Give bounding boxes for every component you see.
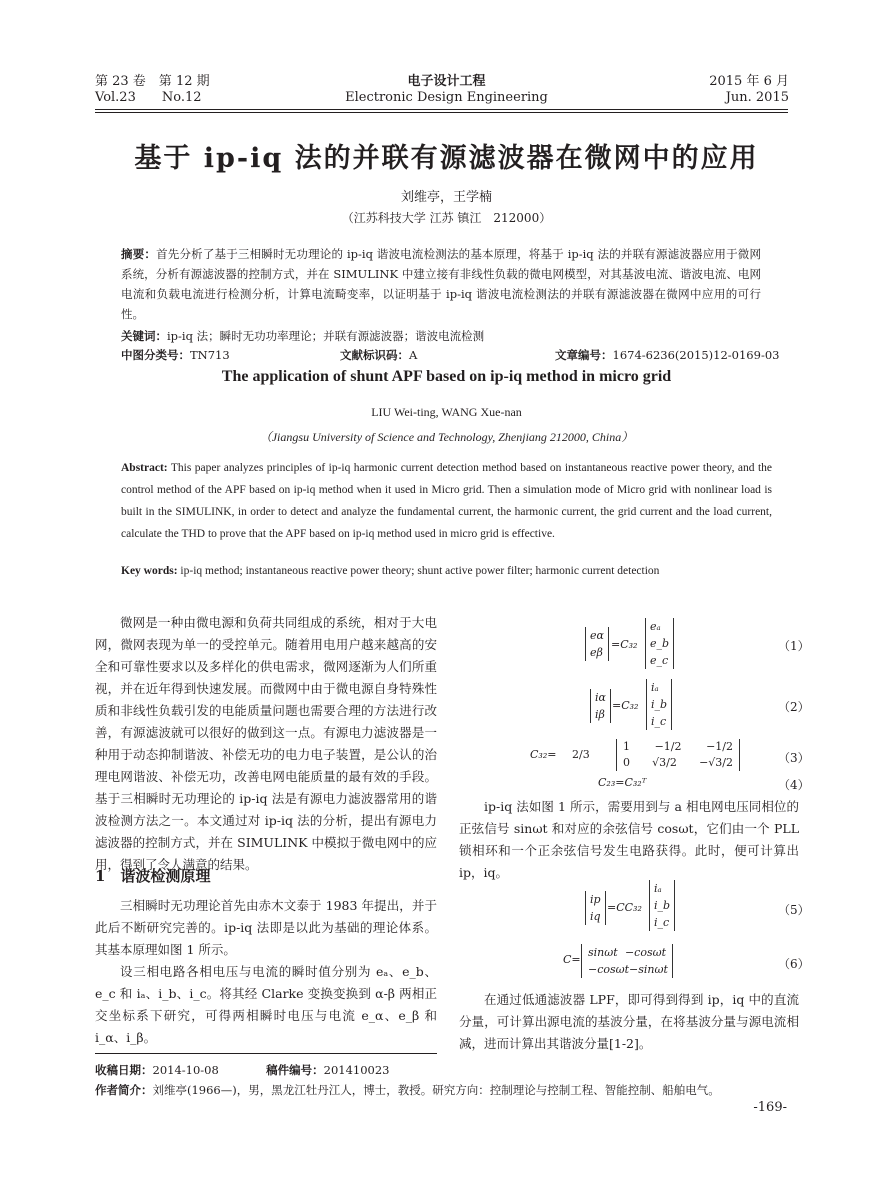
clc-value: TN713 <box>190 348 230 362</box>
equation-5 <box>585 880 755 936</box>
eq2-lhs-1: iβ <box>595 708 605 721</box>
equation-2 <box>590 679 760 733</box>
affiliation-en <box>0 428 893 445</box>
author-bio <box>95 1082 795 1098</box>
eq-number-5: （5） <box>778 903 810 917</box>
eq6-r2c1: −cosωt <box>588 963 630 976</box>
eq5-mid: =CC₃₂ <box>607 901 642 914</box>
eq-number-3: （3） <box>778 751 810 765</box>
eq6-r1c2: −cosωt <box>624 946 666 959</box>
affiliation-cn: （江苏科技大学 江苏 镇江 212000） <box>341 211 552 225</box>
date-cn: 2015 年 6 月 <box>709 74 789 89</box>
eq1-mid: =C₃₂ <box>611 638 638 651</box>
volume-cn: 第 23 卷 第 12 期 <box>95 74 210 89</box>
section-heading-1: 1 谐波检测原理 <box>95 867 211 885</box>
eq6-lhs: C= <box>563 953 581 966</box>
eq3-r2c1: 0 <box>623 756 630 769</box>
intro-paragraph <box>95 612 437 876</box>
eq3-r2c2: √3/2 <box>652 756 677 769</box>
eq-number-2: （2） <box>778 700 810 714</box>
section-1-body <box>95 895 437 1049</box>
eq5-rhs-1: i_b <box>654 899 671 912</box>
intro-text: 微网是一种由微电源和负荷共同组成的系统，相对于大电网，微网表现为单一的受控单元。随着用电用户越来越高的安全和可靠性要求以及多样化的供电需求，微网逐渐为人们所重视，并在近年得到快速发展。而微网中由于微电源自身特殊性质和非线性负载引发的电能质量问题也需要合理的方法进行改善，有源滤波就可以很好的做到这一点。有源电力滤波器是一种用于动态抑制谐波、补偿无功的电力电子装置，是公认的治理电网谐波、补偿无功，改善电网电能质量的最有效的手段。基于三相瞬时无功理论的 ip-iq 法是有源电力滤波器常用的谐波检测方法之一。本文通过对 ip-iq 法的分析，提出有源电力滤波器的控制方式，并在 SIMULINK 中模拟于微电网中的应用，得到了令人满意的结果。 <box>95 615 437 872</box>
document-code <box>340 347 417 363</box>
eq1-lhs-0: eα <box>590 629 604 642</box>
keywords-en-text: ip-iq method; instantaneous reactive power theory; shunt active power filter; harmonic current detection <box>180 565 660 577</box>
keywords-en <box>121 565 772 577</box>
doc-code-value: A <box>409 348 418 362</box>
page-title: 基于 ip-iq 法的并联有源滤波器在微网中的应用 <box>134 143 759 174</box>
eq1-rhs-0: eₐ <box>650 620 661 633</box>
eq2-lhs-0: iα <box>595 691 606 704</box>
abstract-en-label: Abstract: <box>121 462 168 474</box>
eq3-r1c3: −1/2 <box>706 740 733 753</box>
eq2-mid: =C₃₂ <box>612 699 639 712</box>
title-en: The application of shunt APF based on ip-iq method in micro grid <box>221 368 672 385</box>
keywords-cn <box>121 327 761 345</box>
equation-3 <box>530 739 760 773</box>
equation-1 <box>585 618 755 670</box>
header-rule-2 <box>95 112 788 113</box>
journal-name-en: Electronic Design Engineering <box>345 90 548 105</box>
authors-cn: 刘维亭，王学楠 <box>400 190 492 205</box>
received-info <box>95 1062 389 1078</box>
volume-en: Vol.23 No.12 <box>95 90 202 105</box>
affiliation-en-text: （Jiangsu University of Science and Technology, Zhenjiang 212000, China） <box>259 430 634 444</box>
page-number: -169- <box>753 1100 787 1115</box>
clc-number <box>121 347 230 363</box>
keywords-en-label: Key words: <box>121 565 178 577</box>
eq3-r1c1: 1 <box>623 740 630 753</box>
eq3-r2c3: −√3/2 <box>699 756 733 769</box>
eq3-lhs: C₃₂= <box>530 748 557 761</box>
journal-name-cn: 电子设计工程 <box>407 74 486 89</box>
eq5-rhs-0: iₐ <box>654 882 662 895</box>
received-label: 收稿日期： <box>95 1063 153 1077</box>
article-no-label: 文章编号： <box>555 348 613 362</box>
keywords-cn-label: 关键词： <box>121 329 167 343</box>
eq1-rhs-1: e_b <box>650 637 670 650</box>
eq2-rhs-1: i_b <box>651 698 668 711</box>
eq5-lhs-0: ip <box>590 893 601 906</box>
equation-4: C₂₃=C₃₂ᵀ <box>598 776 647 789</box>
bio-label: 作者简介： <box>95 1083 153 1097</box>
keywords-cn-text: ip-iq 法；瞬时无功功率理论；并联有源滤波器；谐波电流检测 <box>167 329 485 343</box>
section-1-para-1: 三相瞬时无功理论首先由赤木文泰于 1983 年提出，并于此后不断研究完善的。ip-iq 法即是以此为基础的理论体系。其基本原理如图 1 所示。 <box>95 898 437 957</box>
eq2-rhs-2: i_c <box>651 715 667 728</box>
eq-number-1: （1） <box>778 639 810 653</box>
abstract-en-text: This paper analyzes principles of ip-iq harmonic current detection method based on instantaneous reactive power theory, and the control method of the APF based on ip-iq method when it used in Micro grid. Then a simulation mode of Micro grid with nonlinear load is built in the SIMULINK, in order to detect and analyze the fundamental current, the harmonic current, the grid current and the load current, calculate the THD to prove that the APF based on ip-iq method used in micro grid is effective. <box>121 462 772 540</box>
eq5-lhs-1: iq <box>590 910 601 923</box>
clc-label: 中图分类号： <box>121 348 190 362</box>
eq1-lhs-1: eβ <box>590 646 603 659</box>
eq1-rhs-2: e_c <box>650 654 669 667</box>
date-en: Jun. 2015 <box>725 90 789 105</box>
abstract-cn <box>121 244 761 324</box>
section-1-para-2: 设三相电路各相电压与电流的瞬时值分别为 eₐ、e_b、e_c 和 iₐ、i_b、i_c。将其经 Clarke 变换变换到 α-β 两相正交坐标系下研究，可得两相瞬时电压与电流 e_α、e_β 和 i_α、i_β。 <box>95 964 437 1045</box>
eq5-rhs-2: i_c <box>654 916 670 929</box>
footer-rule <box>95 1053 437 1054</box>
journal-date <box>709 74 789 106</box>
abstract-cn-text: 首先分析了基于三相瞬时无功理论的 ip-iq 谐波电流检测法的基本原理，将基于 ip-iq 法的并联有源滤波器应用于微网系统，分析有源滤波器的控制方式，并在 SIMULINK 中建立接有非线性负载的微电网模型，对其基波电流、谐波电流、电网电流和负载电流进行检测分析，计算电流畸变率，以证明基于 ip-iq 谐波电流检测法的并联有源滤波器在微网中应用的可行性。 <box>121 247 762 321</box>
doc-code-label: 文献标识码： <box>340 348 409 362</box>
bio-text: 刘维亭(1966—)，男，黑龙江牡丹江人，博士，教授。研究方向：控制理论与控制工程、智能控制、船舶电气。 <box>152 1083 720 1097</box>
authors-en: LIU Wei-ting, WANG Xue-nan <box>371 405 522 419</box>
eq-number-4: （4） <box>778 778 810 792</box>
right-para-2 <box>459 989 799 1055</box>
right-para-1-text: ip-iq 法如图 1 所示，需要用到与 a 相电网电压同相位的正弦信号 sinωt 和对应的余弦信号 cosωt，它们由一个 PLL 锁相环和一个正余弦信号发生电路获得。此时，便可计算出 ip，iq。 <box>459 799 799 880</box>
ms-label: 稿件编号： <box>266 1063 324 1077</box>
right-para-2-text: 在通过低通滤波器 LPF，即可得到得到 ip，iq 中的直流分量，可计算出源电流的基波分量，在将基波分量与源电流相减，进而计算出其谐波分量[1-2]。 <box>459 992 799 1051</box>
eq6-r2c2: −sinωt <box>629 963 668 976</box>
article-no-value: 1674-6236(2015)12-0169-03 <box>612 348 780 362</box>
right-para-1 <box>459 796 799 884</box>
equation-6 <box>563 944 763 980</box>
ms-number: 201410023 <box>323 1063 390 1077</box>
eq6-r1c1: sinωt <box>588 946 618 959</box>
header-rule <box>95 109 788 110</box>
eq3-frac: 2/3 <box>572 748 590 761</box>
abstract-en <box>121 457 772 545</box>
abstract-cn-label: 摘要： <box>121 247 157 261</box>
eq2-rhs-0: iₐ <box>651 681 659 694</box>
article-number <box>555 347 779 363</box>
received-date: 2014-10-08 <box>152 1063 219 1077</box>
eq-number-6: （6） <box>778 957 810 971</box>
eq3-r1c2: −1/2 <box>654 740 682 753</box>
